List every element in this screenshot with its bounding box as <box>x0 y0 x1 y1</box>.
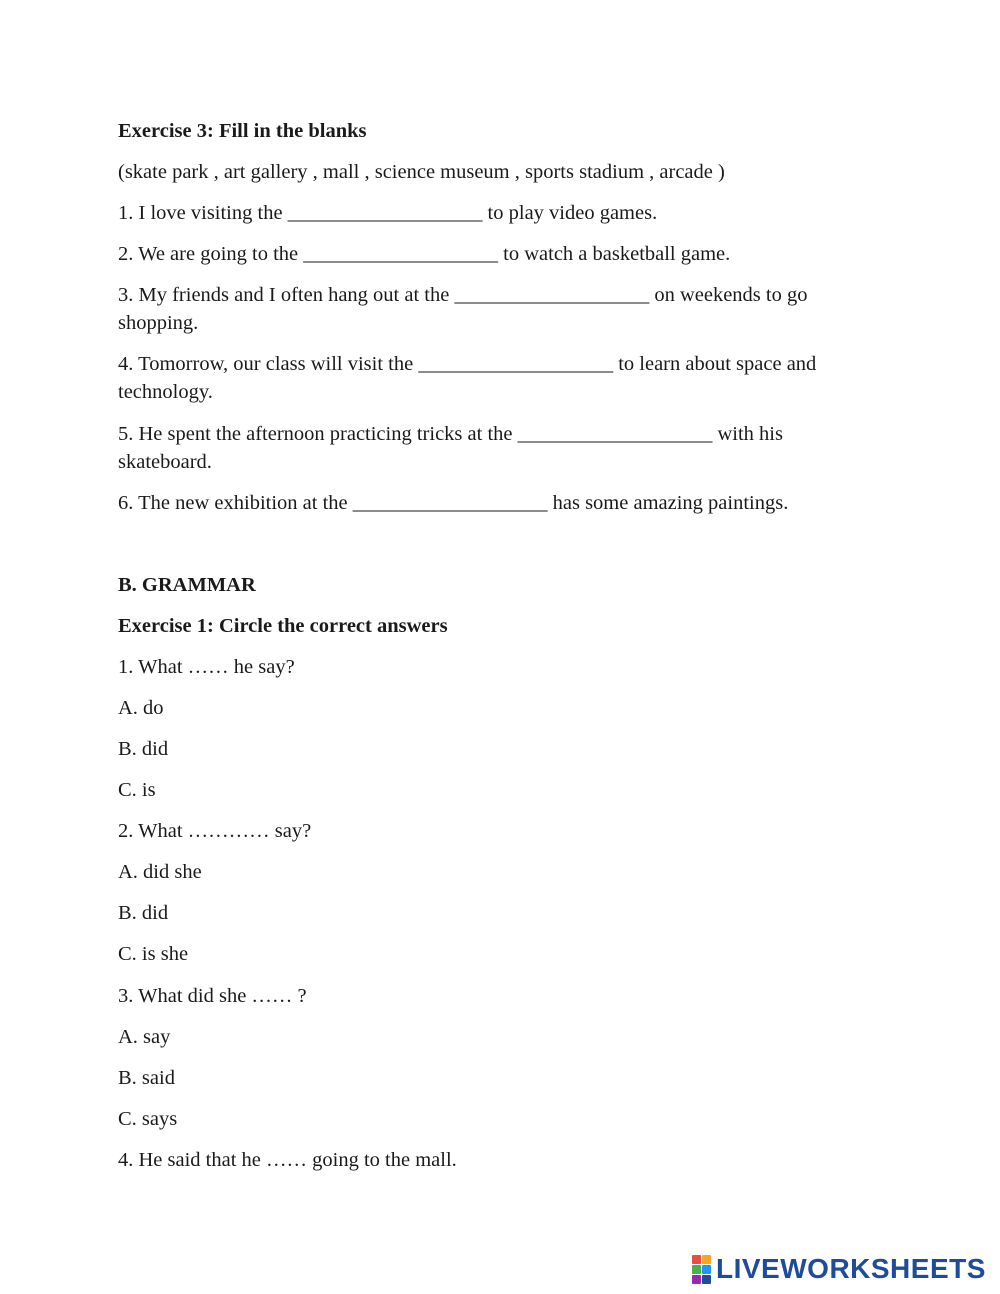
section-b-title: B. GRAMMAR <box>118 574 256 596</box>
question-3: 3. What did she …… ? <box>118 985 307 1007</box>
logo-square-red <box>692 1255 701 1264</box>
question-1-option-a: A. do <box>118 697 164 719</box>
exercise3-item-2: 2. We are going to the ___________________ to watch a basketball game. <box>118 243 731 265</box>
logo-square-navy <box>702 1275 711 1284</box>
exercise3-item-4: 4. Tomorrow, our class will visit the ___________________ to learn about space and technology. <box>118 353 817 403</box>
logo-square-purple <box>692 1275 701 1284</box>
liveworksheets-logo-icon <box>692 1255 711 1284</box>
logo-square-green <box>692 1265 701 1274</box>
question-2: 2. What ………… say? <box>118 820 312 842</box>
exercise3-title: Exercise 3: Fill in the blanks <box>118 120 367 142</box>
exercise3-item-3: 3. My friends and I often hang out at the ___________________ on weekends to go shopping. <box>118 284 808 334</box>
exercise3-item-1: 1. I love visiting the ___________________ to play video games. <box>118 202 658 224</box>
question-1-option-c: C. is <box>118 779 156 801</box>
liveworksheets-logo <box>692 1252 986 1286</box>
logo-square-orange <box>702 1255 711 1264</box>
logo-square-blue <box>702 1265 711 1274</box>
exercise3-item-6: 6. The new exhibition at the ___________________ has some amazing paintings. <box>118 492 789 514</box>
question-1: 1. What …… he say? <box>118 656 295 678</box>
question-2-option-c: C. is she <box>118 943 189 965</box>
question-1-option-b: B. did <box>118 738 169 760</box>
question-4: 4. He said that he …… going to the mall. <box>118 1149 457 1171</box>
word-bank: (skate park , art gallery , mall , science museum , sports stadium , arcade ) <box>118 161 725 183</box>
logo-text: LIVEWORKSHEETS <box>716 1253 986 1284</box>
question-3-option-a: A. say <box>118 1026 171 1048</box>
question-3-option-b: B. said <box>118 1067 175 1089</box>
question-2-option-b: B. did <box>118 902 169 924</box>
question-3-option-c: C. says <box>118 1108 178 1130</box>
exercise1-title: Exercise 1: Circle the correct answers <box>118 615 448 637</box>
exercise3-item-5: 5. He spent the afternoon practicing tricks at the ___________________ with his skateboard. <box>118 423 783 473</box>
question-2-option-a: A. did she <box>118 861 202 883</box>
